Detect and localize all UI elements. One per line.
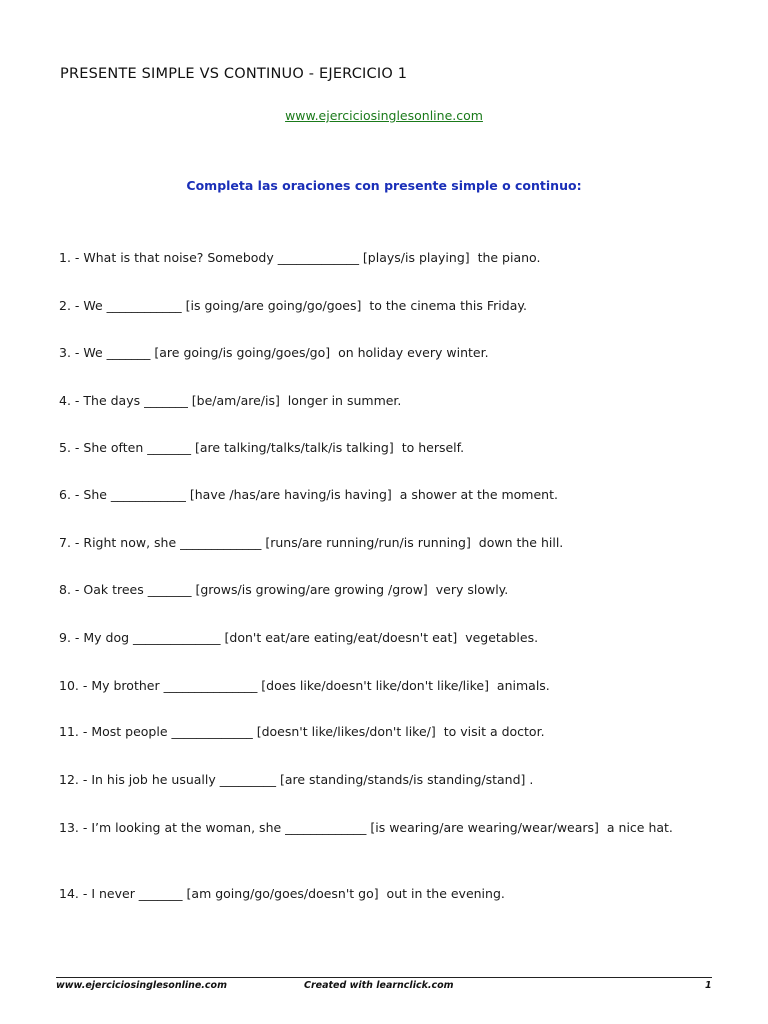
question-12: 12. - In his job he usually _________ [are standing/stands/is standing/stand] . — [59, 772, 534, 787]
footer-credit: Created with learnclick.com — [304, 980, 454, 991]
footer-divider — [56, 977, 712, 978]
question-4: 4. - The days _______ [be/am/are/is] longer in summer. — [59, 393, 402, 408]
page-title: PRESENTE SIMPLE VS CONTINUO - EJERCICIO 1 — [60, 66, 408, 82]
site-link[interactable]: www.ejerciciosinglesonline.com — [285, 108, 483, 123]
question-5: 5. - She often _______ [are talking/talks/talk/is talking] to herself. — [59, 440, 465, 455]
question-8: 8. - Oak trees _______ [grows/is growing/are growing /grow] very slowly. — [59, 582, 509, 597]
footer-site-link[interactable]: www.ejerciciosinglesonline.com — [56, 980, 227, 991]
question-7: 7. - Right now, she _____________ [runs/are running/run/is running] down the hill. — [59, 535, 564, 550]
page-number: 1 — [705, 980, 712, 991]
question-14: 14. - I never _______ [am going/go/goes/doesn't go] out in the evening. — [59, 886, 505, 901]
question-2: 2. - We ____________ [is going/are going/go/goes] to the cinema this Friday. — [59, 298, 527, 313]
question-10: 10. - My brother _______________ [does like/doesn't like/don't like/like] animals. — [59, 678, 550, 693]
question-13: 13. - I’m looking at the woman, she _____________ [is wearing/are wearing/wear/wears] a nice hat. — [59, 820, 673, 835]
question-1: 1. - What is that noise? Somebody _____________ [plays/is playing] the piano. — [59, 250, 541, 265]
question-11: 11. - Most people _____________ [doesn't like/likes/don't like/] to visit a doctor. — [59, 724, 545, 739]
question-9: 9. - My dog ______________ [don't eat/are eating/eat/doesn't eat] vegetables. — [59, 630, 539, 645]
question-3: 3. - We _______ [are going/is going/goes/go] on holiday every winter. — [59, 345, 489, 360]
exercise-instruction: Completa las oraciones con presente simple o continuo: — [186, 178, 582, 193]
question-6: 6. - She ____________ [have /has/are having/is having] a shower at the moment. — [59, 487, 558, 502]
